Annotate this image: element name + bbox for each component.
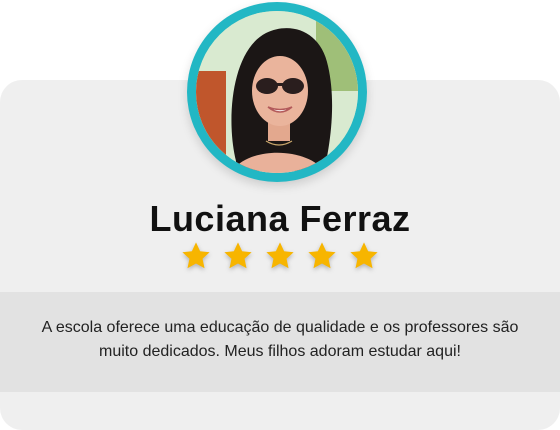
person-photo-icon: [196, 11, 358, 173]
rating-stars: [0, 240, 560, 272]
star-icon: [348, 240, 380, 272]
avatar-photo: [196, 11, 358, 173]
star-icon: [264, 240, 296, 272]
star-icon: [306, 240, 338, 272]
reviewer-name: Luciana Ferraz: [149, 198, 411, 239]
star-icon: [180, 240, 212, 272]
testimonial-quote: A escola oferece uma educação de qualidade e os professores são muito dedicados. Meus filhos adoram estudar aqui!: [41, 319, 519, 360]
avatar: [187, 2, 367, 182]
star-icon: [222, 240, 254, 272]
